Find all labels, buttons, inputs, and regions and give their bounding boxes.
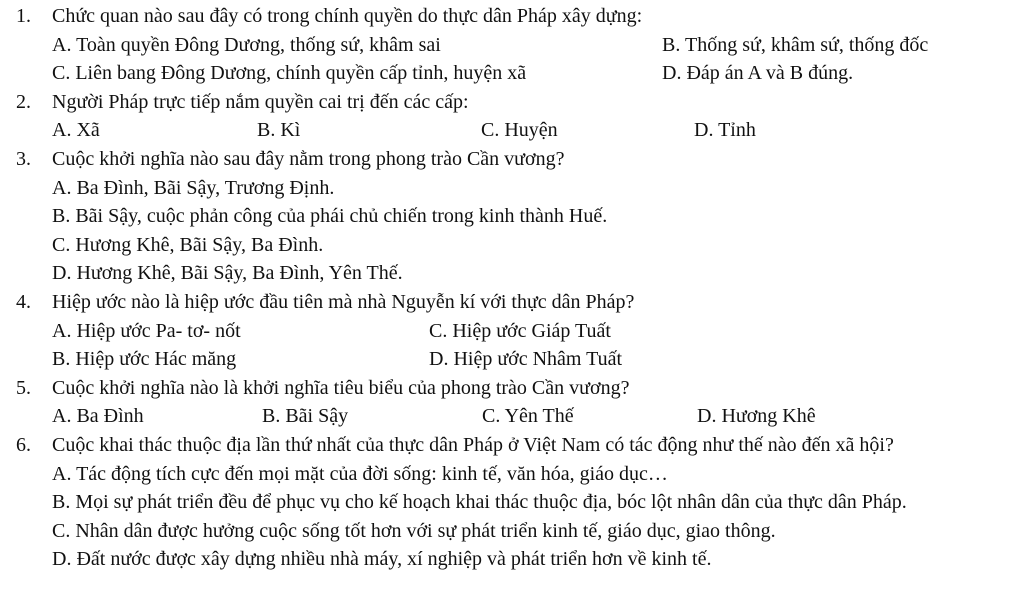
question-number: 3. xyxy=(16,147,31,170)
question-2 xyxy=(0,88,1024,145)
option-b: B. Hiệp ước Hác măng xyxy=(52,348,237,371)
question-number: 4. xyxy=(16,290,31,313)
question-3 xyxy=(0,145,1024,288)
options xyxy=(52,402,1024,431)
question-number: 6. xyxy=(16,433,31,456)
option-c: C. Huyện xyxy=(481,119,558,142)
option-b: B. Bãi Sậy xyxy=(262,405,349,428)
options xyxy=(52,317,1024,374)
option-d: D. Đáp án A và B đúng. xyxy=(662,62,854,85)
question-4 xyxy=(0,288,1024,374)
option-c: C. Hiệp ước Giáp Tuất xyxy=(429,319,611,342)
question-text: Cuộc khai thác thuộc địa lần thứ nhất của thực dân Pháp ở Việt Nam có tác động như thế nào đến xã hội? xyxy=(52,433,894,456)
question-number: 2. xyxy=(16,90,31,113)
option-a: A. Ba Đình, Bãi Sậy, Trương Định. xyxy=(52,176,335,199)
option-d: D. Hương Khê, Bãi Sậy, Ba Đình, Yên Thế. xyxy=(52,262,403,285)
option-b: B. Kì xyxy=(257,119,301,142)
option-a: A. Toàn quyền Đông Dương, thống sứ, khâm sai xyxy=(52,33,441,56)
option-b: B. Bãi Sậy, cuộc phản công của phái chủ chiến trong kinh thành Huế. xyxy=(52,205,608,228)
option-c: C. Hương Khê, Bãi Sậy, Ba Đình. xyxy=(52,233,324,256)
option-a: A. Ba Đình xyxy=(52,405,144,428)
question-number: 5. xyxy=(16,376,31,399)
option-c: C. Yên Thế xyxy=(482,405,574,428)
options xyxy=(52,31,1024,88)
question-text: Cuộc khởi nghĩa nào là khởi nghĩa tiêu biểu của phong trào Cần vương? xyxy=(52,376,630,399)
option-d: D. Hương Khê xyxy=(697,405,816,428)
options xyxy=(52,116,1024,145)
question-6 xyxy=(0,431,1024,574)
question-text: Cuộc khởi nghĩa nào sau đây nằm trong phong trào Cần vương? xyxy=(52,147,565,170)
question-5 xyxy=(0,374,1024,431)
option-d: D. Hiệp ước Nhâm Tuất xyxy=(429,348,623,371)
question-1 xyxy=(0,2,1024,88)
option-a: A. Xã xyxy=(52,119,100,142)
option-c: C. Liên bang Đông Dương, chính quyền cấp tỉnh, huyện xã xyxy=(52,62,527,85)
option-c: C. Nhân dân được hưởng cuộc sống tốt hơn với sự phát triển kinh tế, giáo dục, giao thông. xyxy=(52,519,776,542)
question-text: Hiệp ước nào là hiệp ước đầu tiên mà nhà Nguyễn kí với thực dân Pháp? xyxy=(52,290,635,313)
options xyxy=(52,174,1024,288)
option-a: A. Tác động tích cực đến mọi mặt của đời sống: kinh tế, văn hóa, giáo dục… xyxy=(52,462,668,485)
option-d: D. Đất nước được xây dựng nhiều nhà máy, xí nghiệp và phát triển hơn về kinh tế. xyxy=(52,548,712,571)
question-number: 1. xyxy=(16,5,31,27)
options xyxy=(52,460,1024,574)
option-b: B. Thống sứ, khâm sứ, thống đốc xyxy=(662,33,929,56)
option-a: A. Hiệp ước Pa- tơ- nốt xyxy=(52,319,241,342)
option-d: D. Tỉnh xyxy=(694,119,756,142)
question-text: Chức quan nào sau đây có trong chính quyền do thực dân Pháp xây dựng: xyxy=(52,5,643,27)
question-text: Người Pháp trực tiếp nắm quyền cai trị đến các cấp: xyxy=(52,90,469,113)
option-b: B. Mọi sự phát triển đều để phục vụ cho kế hoạch khai thác thuộc địa, bóc lột nhân dân của thực dân Pháp. xyxy=(52,491,907,514)
